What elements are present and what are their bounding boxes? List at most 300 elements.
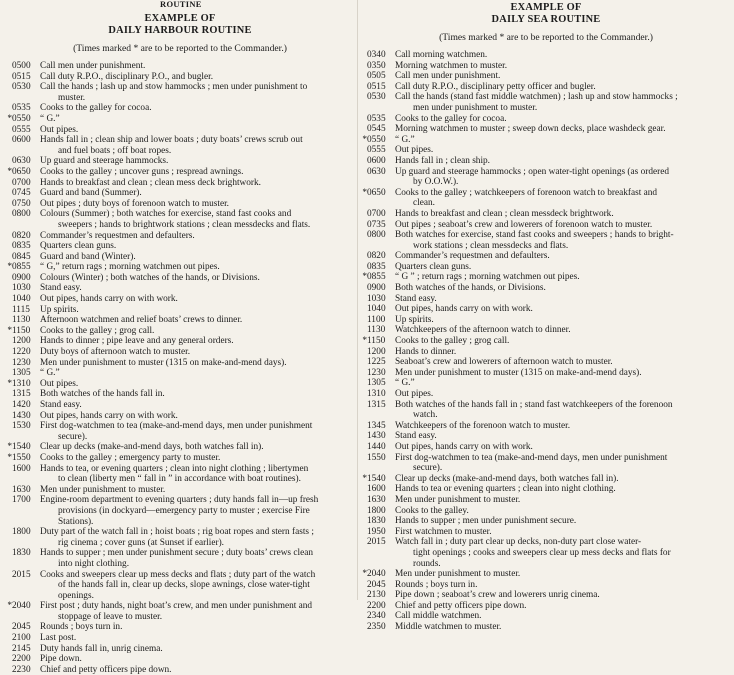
entry-text-continuation: provisions (in dockyard—emergency party to muster ; exercise Fire: [58, 505, 310, 516]
entry-text-block: [395, 495, 734, 506]
entry-text-block: [395, 61, 734, 72]
routine-entry: [6, 241, 360, 252]
entry-time: 1700: [12, 495, 31, 506]
entry-text: Up spirits.: [40, 304, 79, 315]
routine-entry: [361, 50, 734, 61]
entry-text: Commander’s requestmen and defaulters.: [40, 230, 195, 241]
entry-text: Cooks to the galley ; grog call.: [40, 325, 155, 336]
routine-entry: [361, 347, 734, 358]
entry-time: 1100: [367, 314, 386, 325]
entry-time: 2200: [367, 600, 386, 611]
routine-entry: [361, 431, 734, 442]
entry-time: 1440: [367, 441, 386, 452]
entry-time: 0340: [367, 50, 386, 60]
routine-entry: [361, 135, 734, 146]
entry-text-continuation: Stations).: [58, 516, 94, 527]
entry-text-block: [40, 82, 360, 103]
entry-text-continuation: stoppage of leave to muster.: [58, 611, 163, 622]
entry-text: “ G ” ; return rags ; morning watchmen out pipes.: [395, 272, 580, 283]
entry-time: 0800: [367, 230, 386, 241]
entry-text-block: [395, 262, 734, 273]
entry-text-block: [395, 304, 734, 315]
entry-text: Chief and petty officers pipe down.: [395, 600, 527, 611]
report-marker: *: [7, 325, 12, 336]
report-marker: *: [7, 262, 12, 273]
entry-text-block: [40, 326, 360, 337]
entry-text: Out pipes, hands carry on with work.: [395, 441, 533, 452]
entry-time: 0855: [12, 262, 31, 273]
entry-text-continuation: muster.: [58, 92, 86, 103]
entry-text-block: [395, 431, 734, 442]
entry-text: Pipe down ; seaboat’s crew and lowerers unrig cinema.: [395, 590, 600, 601]
entry-text-block: [395, 378, 734, 389]
entry-text: Watchkeepers of the forenoon watch to muster.: [395, 420, 571, 431]
entry-time: 0735: [367, 219, 386, 230]
entry-text-continuation: watch.: [413, 410, 438, 421]
entry-text-continuation: by O.O.W.).: [413, 177, 459, 188]
entry-text: Hands to breakfast and clean ; clean messdeck brightwork.: [395, 208, 614, 219]
entry-text-block: [395, 114, 734, 125]
entry-time: 1430: [12, 410, 31, 421]
entry-time: 0555: [12, 124, 31, 135]
routine-entry: [6, 421, 360, 442]
routine-entry: [6, 654, 360, 665]
routine-entry: [361, 82, 734, 93]
entry-text-block: [395, 230, 734, 251]
sea-title-line2: DAILY SEA ROUTINE: [491, 14, 601, 25]
routine-entry: [361, 622, 734, 633]
routine-entry: [361, 506, 734, 517]
entry-text-block: [40, 601, 360, 622]
entry-text: Men under punishment to muster (1315 on make-and-mend days).: [40, 357, 287, 368]
entry-text: Watchkeepers of the afternoon watch to dinner.: [395, 325, 571, 336]
entry-text: Men under punishment to muster.: [40, 484, 166, 495]
entry-text-block: [40, 305, 360, 316]
routine-entry: [6, 633, 360, 644]
entry-text: Call the hands (stand fast middle watchmen) ; lash up and stow hammocks ;: [395, 92, 678, 103]
entry-text-continuation: openings.: [58, 590, 94, 601]
entry-text-block: [395, 368, 734, 379]
entry-text: Hands to breakfast and clean ; clean mess deck brightwork.: [40, 177, 261, 188]
entry-text-block: [395, 506, 734, 517]
harbour-title-line2: DAILY HARBOUR ROUTINE: [108, 25, 252, 36]
entry-text-block: [395, 580, 734, 591]
routine-entry: [6, 411, 360, 422]
entry-time: 2015: [12, 569, 31, 580]
entry-text: Both watches for exercise, stand fast cooks and sweepers ; hands to bright-: [395, 230, 674, 241]
entry-text: Rounds ; boys turn in.: [395, 579, 478, 590]
entry-text-block: [40, 199, 360, 210]
entry-text: Cooks to the galley ; emergency party to muster.: [40, 452, 221, 463]
report-marker: *: [7, 442, 12, 453]
entry-time: 0515: [12, 71, 31, 82]
entry-time: 0550: [12, 113, 31, 124]
entry-text-block: [40, 358, 360, 369]
entry-text-block: [40, 665, 360, 675]
entry-text-continuation: rig cinema ; cover guns (at Sunset if earlier).: [58, 537, 224, 548]
entry-text: Out pipes, hands carry on with work.: [395, 304, 533, 315]
entry-time: 1540: [367, 473, 386, 484]
entry-time: 0900: [12, 272, 31, 283]
entry-text: First dog-watchmen to tea (make-and-mend days, men under punishment: [395, 452, 668, 463]
entry-text: Last post.: [40, 633, 77, 644]
entry-time: 0550: [367, 134, 386, 145]
entry-text-block: [40, 548, 360, 569]
routine-entry: [6, 262, 360, 273]
routine-entry: [361, 389, 734, 400]
entry-time: 1830: [367, 516, 386, 527]
entry-text-block: [395, 611, 734, 622]
entry-text-block: [395, 421, 734, 432]
routine-entry: [361, 336, 734, 347]
entry-text-block: [40, 453, 360, 464]
entry-text-block: [40, 315, 360, 326]
entry-time: 1030: [367, 293, 386, 304]
routine-entry: [6, 209, 360, 230]
entry-time: 1200: [12, 336, 31, 347]
entry-text-block: [40, 103, 360, 114]
entry-text: Cooks to the galley.: [395, 505, 469, 516]
entry-text: Cooks to the galley ; watchkeepers of forenoon watch to breakfast and: [395, 187, 658, 198]
entry-text-block: [40, 442, 360, 453]
entry-time: 2145: [12, 643, 31, 654]
entry-time: 0700: [367, 208, 386, 219]
routine-entry: [361, 209, 734, 220]
entry-text-continuation: tight openings ; cooks and sweepers clear up mess decks and flats for: [413, 547, 671, 558]
report-marker: *: [362, 569, 367, 580]
entry-time: 2045: [367, 579, 386, 590]
routine-entry: [361, 527, 734, 538]
report-marker: *: [362, 187, 367, 198]
entry-time: 0535: [12, 103, 31, 114]
entry-text-block: [395, 357, 734, 368]
routine-entry: [6, 347, 360, 358]
entry-text-block: [40, 167, 360, 178]
entry-text: Morning watchmen to muster.: [395, 60, 508, 71]
entry-text: Colours (Winter) ; both watches of the hands, or Divisions.: [40, 272, 260, 283]
entry-time: 0820: [12, 230, 31, 241]
routine-entry: [6, 644, 360, 655]
entry-text: “ G.”: [395, 378, 415, 389]
routine-entry: [6, 570, 360, 602]
routine-entry: [361, 294, 734, 305]
routine-entry: [6, 167, 360, 178]
entry-text-block: [395, 294, 734, 305]
entry-text: Chief and petty officers pipe down.: [40, 664, 172, 675]
entry-text: Up guard and steerage hammocks.: [40, 156, 169, 167]
entry-text: Hands to supper ; men under punishment secure.: [395, 516, 577, 527]
entry-text-block: [395, 71, 734, 82]
entry-text: Both watches of the hands fall in.: [40, 389, 165, 400]
entry-text: Stand easy.: [40, 283, 82, 294]
routine-entry: [361, 251, 734, 262]
entry-time: 0800: [12, 209, 31, 220]
entry-time: 0700: [12, 177, 31, 188]
routine-entry: [361, 325, 734, 336]
entry-text: Seaboat’s crew and lowerers of afternoon watch to muster.: [395, 357, 613, 368]
entry-text-block: [40, 125, 360, 136]
entry-text-block: [40, 654, 360, 665]
entry-time: 0600: [367, 155, 386, 166]
entry-text: Pipe down.: [40, 654, 82, 665]
entry-time: 0845: [12, 251, 31, 262]
entry-time: 0535: [367, 113, 386, 124]
entry-text: Out pipes.: [395, 389, 434, 399]
routine-entry: [361, 315, 734, 326]
entry-text: Call men under punishment.: [395, 71, 501, 82]
routine-entry: [6, 548, 360, 569]
entry-text: Stand easy.: [395, 431, 437, 442]
routine-entry: [361, 272, 734, 283]
entry-text: “ G.”: [395, 134, 415, 145]
routine-entry: [6, 622, 360, 633]
entry-text-block: [40, 114, 360, 125]
entry-time: 1540: [12, 442, 31, 453]
entry-time: 0555: [367, 145, 386, 156]
entry-text-block: [395, 124, 734, 135]
entry-text-block: [40, 241, 360, 252]
routine-entry: [6, 326, 360, 337]
entry-text-block: [40, 527, 360, 548]
entry-time: 1310: [367, 389, 386, 399]
entry-time: 1305: [12, 368, 31, 379]
routine-entry: [361, 262, 734, 273]
entry-text-block: [40, 389, 360, 400]
entry-text-block: [395, 188, 734, 209]
routine-entry: [361, 580, 734, 591]
routine-entry: [361, 304, 734, 315]
entry-time: 0630: [12, 156, 31, 167]
routine-entry: [361, 484, 734, 495]
routine-entry: [6, 453, 360, 464]
entry-text: Afternoon watchmen and relief boats’ crews to dinner.: [40, 315, 243, 326]
entry-time: 0530: [367, 92, 386, 103]
report-marker: *: [7, 166, 12, 177]
entry-time: 0900: [367, 283, 386, 294]
entry-text: Out pipes.: [40, 378, 79, 389]
entry-text-block: [395, 347, 734, 358]
entry-text-block: [40, 178, 360, 189]
entry-text: Out pipes, hands carry on with work.: [40, 410, 178, 421]
entry-time: 1230: [12, 357, 31, 368]
routine-entry: [6, 336, 360, 347]
entry-text-block: [395, 527, 734, 538]
routine-entry: [6, 527, 360, 548]
entry-time: 1150: [367, 336, 386, 347]
routine-entry: [361, 378, 734, 389]
entry-time: 2045: [12, 622, 31, 633]
entry-text: Cooks and sweepers clear up mess decks and flats ; duty part of the watch: [40, 569, 316, 580]
routine-entry: [361, 421, 734, 432]
entry-time: 1430: [367, 431, 386, 442]
routine-entry: [361, 283, 734, 294]
routine-entry: [361, 230, 734, 251]
entry-text-block: [395, 622, 734, 633]
entry-time: 0515: [367, 81, 386, 92]
entry-time: 0835: [12, 241, 31, 252]
entry-text: Hands to supper ; men under punishment secure ; duty boats’ crews clean: [40, 548, 313, 559]
entry-text-continuation: secure).: [413, 463, 443, 474]
routine-entry: [361, 516, 734, 527]
entry-time: 1550: [367, 452, 386, 463]
entry-text-block: [395, 220, 734, 231]
entry-time: 1800: [12, 527, 31, 538]
entry-text: Out pipes.: [40, 124, 79, 135]
entry-text: Quarters clean guns.: [395, 261, 472, 272]
entry-time: 1830: [12, 548, 31, 559]
entry-text-continuation: secure).: [58, 431, 88, 442]
entry-text-block: [40, 400, 360, 411]
entry-time: 1220: [12, 347, 31, 358]
entry-text-block: [40, 61, 360, 72]
routine-entry: [6, 72, 360, 83]
entry-time: 0630: [367, 166, 386, 177]
entry-text-block: [395, 92, 734, 113]
entry-text-block: [40, 252, 360, 263]
entry-text-block: [395, 272, 734, 283]
entry-time: 1950: [367, 526, 386, 537]
routine-entry: [6, 114, 360, 125]
entry-time: 0745: [12, 188, 31, 199]
report-marker: *: [7, 378, 12, 389]
routine-entry: [6, 103, 360, 114]
entry-text-block: [395, 167, 734, 188]
routine-entry: [6, 156, 360, 167]
entry-time: 1225: [367, 357, 386, 368]
entry-time: 2130: [367, 590, 386, 601]
entry-text-block: [395, 400, 734, 421]
entry-text-block: [395, 50, 734, 61]
entry-text: Out pipes ; duty boys of forenoon watch to muster.: [40, 198, 230, 209]
harbour-routine-column: [0, 0, 360, 675]
entry-time: 0855: [367, 272, 386, 283]
entry-text-block: [40, 156, 360, 167]
entry-text-continuation: and fuel boats ; off boat ropes.: [58, 145, 172, 156]
entry-text: Commander’s requestmen and defaulters.: [395, 251, 550, 262]
entry-time: 1600: [367, 484, 386, 495]
routine-entry: [361, 442, 734, 453]
entry-text: Clear up decks (make-and-mend days, both watches fall in).: [40, 442, 264, 453]
routine-entry: [361, 495, 734, 506]
entry-text-block: [395, 145, 734, 156]
entry-text-block: [395, 156, 734, 167]
entry-text-block: [40, 347, 360, 358]
entry-text: Out pipes ; seaboat’s crew and lowerers of forenoon watch to muster.: [395, 219, 653, 230]
entry-text: Men under punishment to muster.: [395, 494, 521, 505]
sea-routine-list: [361, 50, 734, 633]
entry-text-block: [395, 135, 734, 146]
entry-time: 1040: [367, 304, 386, 315]
entry-text: Stand easy.: [395, 293, 437, 304]
entry-text-block: [40, 411, 360, 422]
routine-entry: [6, 135, 360, 156]
entry-time: 1315: [367, 399, 386, 410]
entry-text-block: [40, 633, 360, 644]
entry-time: 2340: [367, 611, 386, 622]
entry-time: 2350: [367, 622, 386, 633]
entry-text-continuation: rounds.: [413, 558, 441, 569]
routine-entry: [6, 379, 360, 390]
entry-text-block: [40, 135, 360, 156]
routine-entry: [361, 92, 734, 113]
entry-time: 1800: [367, 505, 386, 516]
entry-text-continuation: sweepers ; hands to brightwork stations ; clean messdecks and flats.: [58, 219, 311, 230]
entry-time: 2015: [367, 537, 386, 548]
entry-text: Guard and band (Winter).: [40, 251, 136, 262]
entry-text: Call men under punishment.: [40, 61, 146, 71]
entry-text: Morning watchmen to muster ; sweep down decks, place washdeck gear.: [395, 124, 666, 135]
entry-text: Hands fall in ; clean ship.: [395, 155, 491, 166]
entry-time: 0650: [12, 166, 31, 177]
entry-text-block: [40, 379, 360, 390]
entry-text: Men under punishment to muster (1315 on make-and-mend days).: [395, 367, 642, 378]
entry-text: Up guard and steerage hammocks ; open water-tight openings (as ordered: [395, 166, 669, 177]
routine-entry: [361, 569, 734, 580]
entry-text-block: [395, 537, 734, 569]
routine-entry: [6, 273, 360, 284]
entry-time: 2230: [12, 664, 31, 675]
entry-text-block: [395, 325, 734, 336]
routine-entry: [361, 188, 734, 209]
report-marker: *: [362, 336, 367, 347]
entry-time: 1130: [367, 325, 386, 336]
entry-time: 1230: [367, 367, 386, 378]
entry-text: Both watches of the hands fall in ; stand fast watchkeepers of the forenoon: [395, 399, 673, 410]
routine-entry: [6, 294, 360, 305]
routine-entry: [6, 252, 360, 263]
entry-time: 1030: [12, 283, 31, 294]
routine-entry: [6, 231, 360, 242]
entry-text-continuation: work stations ; clean messdecks and flats.: [413, 240, 569, 251]
entry-text-block: [395, 453, 734, 474]
entry-text: Out pipes.: [395, 145, 434, 156]
routine-entry: [361, 220, 734, 231]
routine-entry: [6, 601, 360, 622]
entry-text: Engine-room department to evening quarters ; duty hands fall in—up fresh: [40, 495, 319, 506]
entry-text-block: [40, 273, 360, 284]
routine-entry: [361, 357, 734, 368]
entry-text-block: [395, 82, 734, 93]
harbour-routine-list: [6, 61, 360, 675]
routine-entry: [6, 82, 360, 103]
entry-time: 1345: [367, 420, 386, 431]
entry-text-block: [395, 484, 734, 495]
entry-text: Both watches of the hands, or Divisions.: [395, 283, 546, 294]
entry-text-block: [395, 336, 734, 347]
entry-time: 1130: [12, 315, 31, 326]
routine-entry: [6, 665, 360, 675]
routine-entry: [361, 124, 734, 135]
entry-text: Guard and band (Summer).: [40, 188, 142, 199]
entry-time: 2040: [12, 601, 31, 612]
routine-entry: [361, 156, 734, 167]
entry-text-block: [395, 315, 734, 326]
entry-text-block: [395, 601, 734, 612]
report-marker: *: [7, 601, 12, 612]
entry-time: 2040: [367, 569, 386, 580]
routine-entry: [6, 442, 360, 453]
entry-text: Cooks to the galley for cocoa.: [395, 113, 507, 124]
entry-text: Call middle watchmen.: [395, 611, 482, 622]
sea-routine-column: [358, 0, 734, 633]
report-marker: *: [362, 473, 367, 484]
entry-text: First post ; duty hands, night boat’s crew, and men under punishment and: [40, 601, 313, 612]
entry-text-block: [395, 209, 734, 220]
entry-text: Cooks to the galley for cocoa.: [40, 103, 152, 114]
routine-entry: [361, 400, 734, 421]
entry-text-block: [40, 336, 360, 347]
routine-entry: [361, 611, 734, 622]
